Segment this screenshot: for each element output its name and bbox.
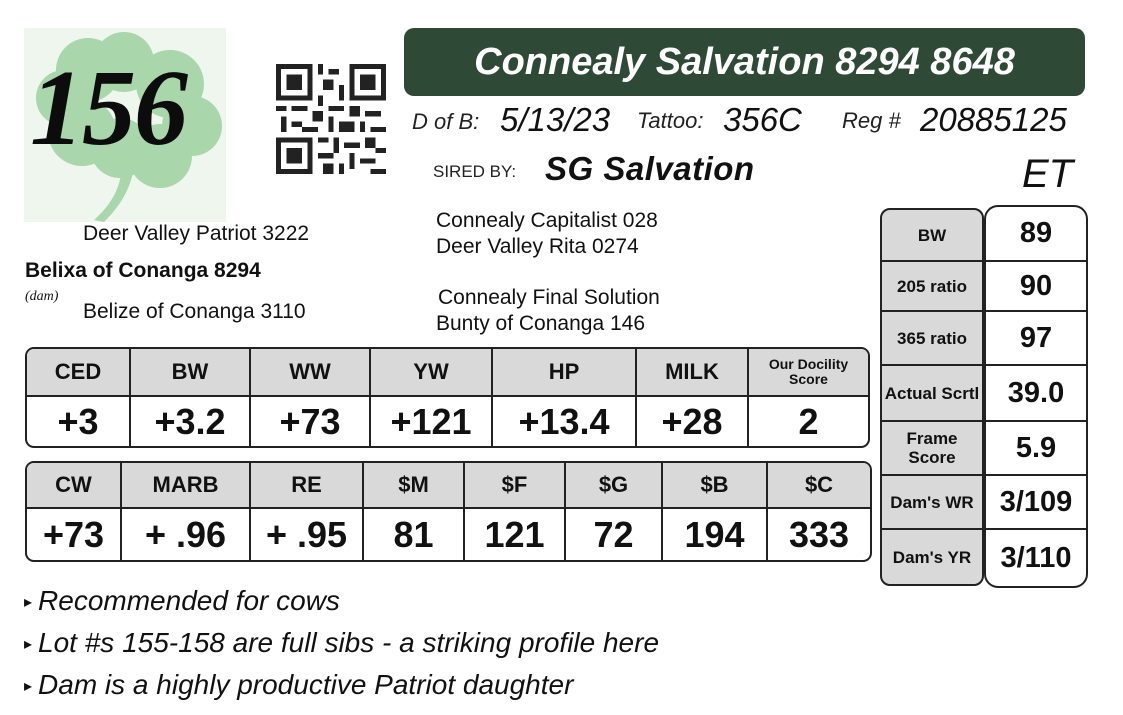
reg-value: 20885125: [920, 101, 1067, 138]
note-text: Lot #s 155-158 are full sibs - a striking profile here: [38, 627, 660, 658]
epd-value-docility: 2: [798, 400, 819, 442]
epd-value-marb: + .96: [122, 509, 251, 560]
epd-header-milk: MILK: [637, 349, 749, 397]
stat-value-frame-score: 5.9: [986, 422, 1086, 476]
dob-label: D of B:: [412, 109, 480, 134]
epd-value-ww: +73: [251, 397, 371, 446]
epd-header-ced: CED: [27, 349, 131, 397]
epd-header-docility: Our Docility Score: [749, 349, 868, 397]
dam-note: (dam): [25, 289, 59, 304]
stat-value-dams-wr: 3/109: [986, 476, 1086, 530]
triangle-bullet-icon: ▸: [24, 678, 33, 695]
stat-label-actual-scrtl: Actual Scrtl: [882, 366, 982, 422]
pedigree-sire-sire: Connealy Capitalist 028: [436, 209, 658, 232]
epd-header-b: $B: [663, 463, 768, 509]
stat-value-365-ratio: 97: [986, 312, 1086, 366]
note-text: Recommended for cows: [38, 585, 340, 616]
epd-header-cw: CW: [27, 463, 122, 509]
epd-value-yw: +121: [371, 397, 493, 446]
epd-header-marb: MARB: [122, 463, 251, 509]
epd-header-m: $M: [364, 463, 465, 509]
epd-header-g: $G: [566, 463, 663, 509]
stat-value-bw: 89: [986, 207, 1086, 262]
pedigree-sire-dam: Deer Valley Rita 0274: [436, 235, 639, 258]
sired-by-label: SIRED BY:: [433, 162, 517, 181]
stat-label-frame-score: Frame Score: [882, 422, 982, 476]
epd-value-cw: +73: [27, 509, 122, 560]
epd-value-milk: +28: [637, 397, 749, 446]
epd-value-ced: +3: [27, 397, 131, 446]
epd-value-b: 194: [663, 509, 768, 560]
stat-label-dams-wr: Dam's WR: [882, 476, 982, 530]
side-stats-values: [984, 205, 1088, 588]
notes-list: [24, 582, 659, 708]
pedigree-dam-sire: Deer Valley Patriot 3222: [83, 222, 310, 245]
animal-name: Connealy Salvation 8294 8648: [404, 28, 1085, 96]
triangle-bullet-icon: ▸: [24, 594, 33, 611]
epd-value-hp: +13.4: [493, 397, 637, 446]
pedigree-ddam-sire: Connealy Final Solution: [438, 286, 660, 309]
triangle-bullet-icon: ▸: [24, 636, 33, 653]
epd-header-bw: BW: [131, 349, 251, 397]
pedigree-dam: Belixa of Conanga 8294: [25, 259, 261, 282]
epd-header-c: $C: [768, 463, 870, 509]
pedigree-dam-dam: Belize of Conanga 3110: [83, 300, 306, 323]
epd-header-yw: YW: [371, 349, 493, 397]
stat-value-actual-scrtl: 39.0: [986, 366, 1086, 422]
side-stats-labels: [880, 208, 984, 586]
note-item: [24, 666, 659, 708]
epd-value-g: 72: [566, 509, 663, 560]
dob-value: 5/13/23: [500, 101, 611, 138]
lot-number: 156: [30, 49, 186, 168]
epd-header-f: $F: [465, 463, 566, 509]
stat-value-205-ratio: 90: [986, 262, 1086, 312]
stat-label-dams-yr: Dam's YR: [892, 547, 972, 567]
stat-value-dams-yr: 3/110: [1000, 541, 1072, 574]
epd-header-re: RE: [251, 463, 364, 509]
note-item: [24, 624, 659, 666]
epd-value-bw: +3.2: [131, 397, 251, 446]
epd-value-re: + .95: [251, 509, 364, 560]
note-text: Dam is a highly productive Patriot daughter: [38, 669, 574, 700]
epd-value-c: 333: [788, 513, 850, 555]
epd-table-top: [25, 347, 870, 448]
et-badge: ET: [1022, 152, 1074, 196]
tattoo-value: 356C: [723, 101, 802, 138]
stat-label-bw: BW: [882, 210, 982, 262]
qr-code-icon: [276, 64, 386, 174]
tattoo-label: Tattoo:: [637, 108, 704, 133]
pedigree-ddam-dam: Bunty of Conanga 146: [436, 312, 645, 335]
epd-table-bottom: [25, 461, 872, 562]
note-item: [24, 582, 659, 624]
sire-name: SG Salvation: [545, 150, 755, 187]
epd-header-ww: WW: [251, 349, 371, 397]
epd-header-hp: HP: [493, 349, 637, 397]
reg-label: Reg #: [842, 108, 901, 133]
epd-value-m: 81: [364, 509, 465, 560]
stat-label-365-ratio: 365 ratio: [882, 312, 982, 366]
stat-label-205-ratio: 205 ratio: [882, 262, 982, 312]
epd-value-f: 121: [465, 509, 566, 560]
